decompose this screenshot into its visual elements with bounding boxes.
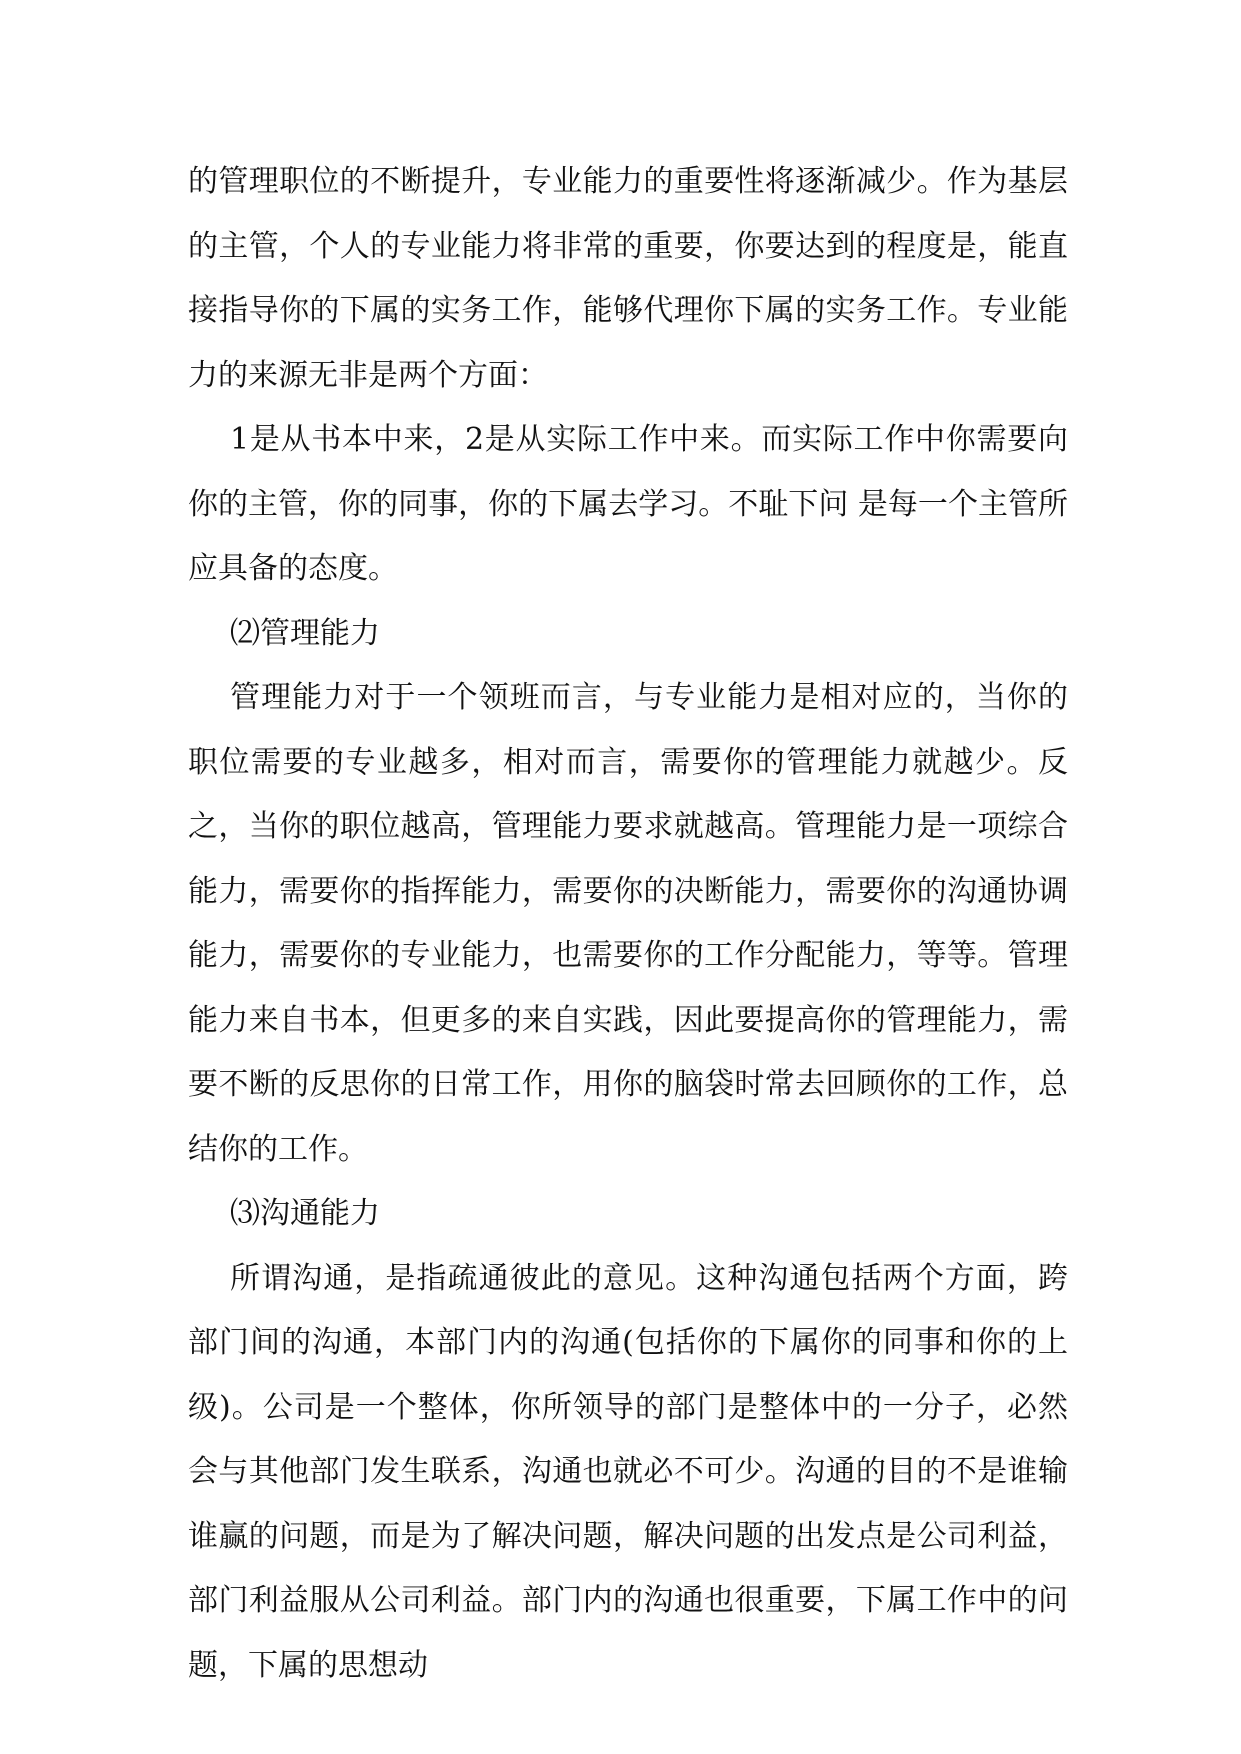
section-heading-management: ⑵管理能力: [230, 615, 380, 651]
paragraph-management-ability: 管理能力对于一个领班而言，与专业能力是相对应的，当你的职位需要的专业越多，相对而言，需要你的管理能力就越少。反之，当你的职位越高，管理能力要求就越高。管理能力是一项综合能力，需要你的指挥能力，需要你的决断能力，需要你的沟通协调能力，需要你的专业能力，也需要你的工作分配能力，等等。管理能力来自书本，但更多的来自实践，因此要提高你的管理能力，需要不断的反思你的日常工作，用你的脑袋时常去回顾你的工作，总结你的工作。: [188, 680, 1068, 1167]
document-body: [188, 150, 1068, 1698]
paragraph-communication-ability: 所谓沟通，是指疏通彼此的意见。这种沟通包括两个方面，跨部门间的沟通，本部门内的沟通(包括你的下属你的同事和你的上级)。公司是一个整体，你所领导的部门是整体中的一分子，必然会与其他部门发生联系，沟通也就必不可少。沟通的目的不是谁输谁赢的问题，而是为了解决问题，解决问题的出发点是公司利益，部门利益服从公司利益。部门内的沟通也很重要，下属工作中的问题，下属的思想动: [188, 1260, 1068, 1683]
paragraph-learning-sources: 1是从书本中来，2是从实际工作中来。而实际工作中你需要向你的主管，你的同事，你的下属去学习。不耻下问 是每一个主管所应具备的态度。: [188, 422, 1068, 586]
paragraph-continuation: 的管理职位的不断提升，专业能力的重要性将逐渐减少。作为基层的主管，个人的专业能力将非常的重要，你要达到的程度是，能直接指导你的下属的实务工作，能够代理你下属的实务工作。专业能力的来源无非是两个方面：: [188, 164, 1068, 393]
section-heading-communication: ⑶沟通能力: [230, 1196, 380, 1231]
